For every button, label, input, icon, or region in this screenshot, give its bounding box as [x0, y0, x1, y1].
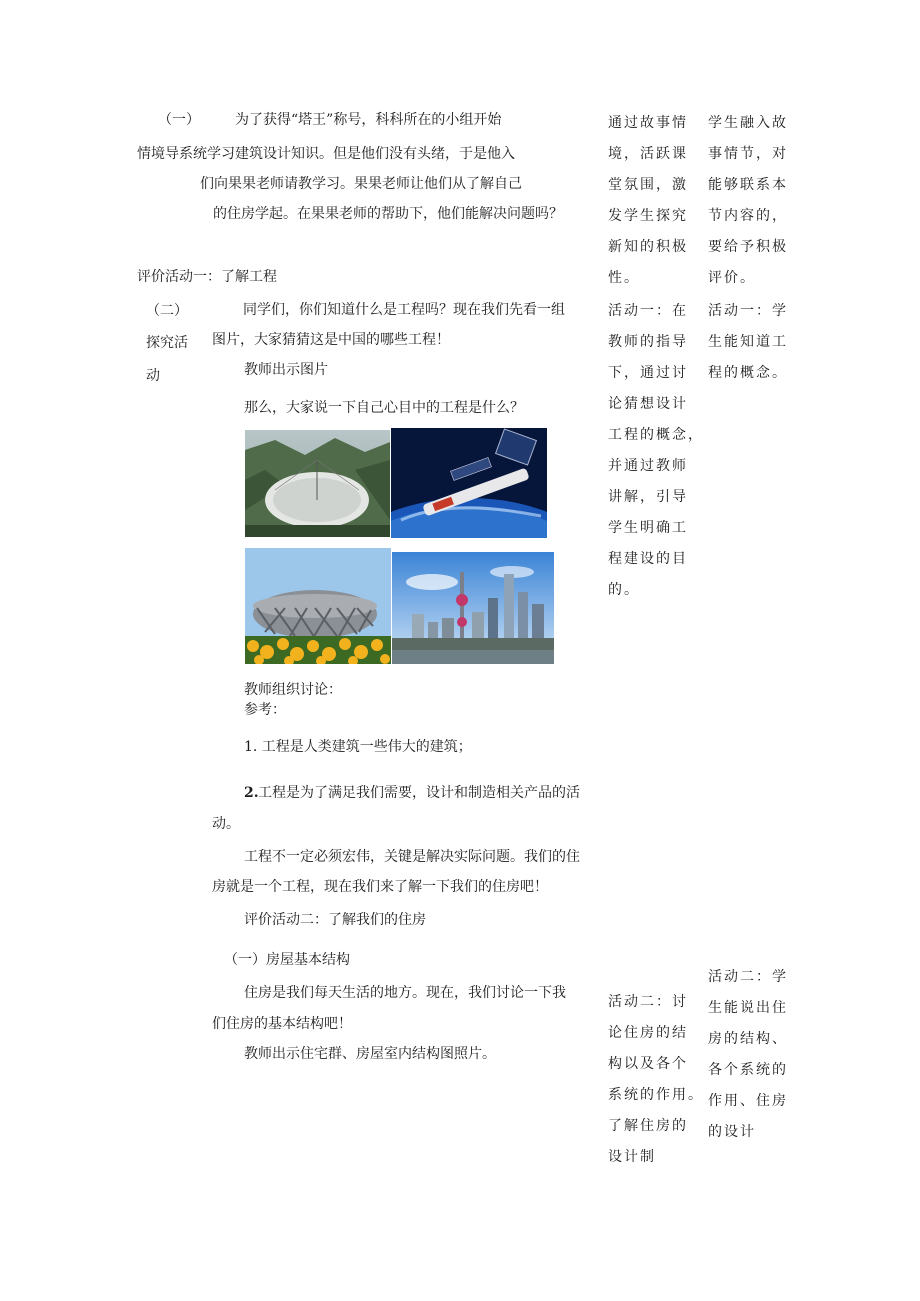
eval1-title: 评价活动一：了解工程: [137, 269, 277, 285]
col3-line: 活动一：在: [608, 303, 688, 319]
col3-line: 了解住房的: [608, 1118, 688, 1134]
col3-line: 构以及各个: [608, 1056, 688, 1072]
reference-label: 参考：: [244, 702, 286, 718]
col3-line: 论住房的结: [608, 1025, 688, 1041]
eval2-title: 评价活动二：了解我们的住房: [244, 912, 426, 928]
col4-block2: [708, 296, 788, 389]
col4-line: 生能说出住: [708, 1000, 788, 1016]
col4-line: 能够联系本: [708, 177, 788, 193]
section1-label: 情境导: [137, 146, 179, 162]
telescope-photo: [245, 430, 390, 537]
col3-line: 活动二：讨: [608, 994, 688, 1010]
col4-line: 要给予积极: [708, 239, 788, 255]
engineering-paragraph-line2: 房就是一个工程，现在我们来了解一下我们的住房吧！: [212, 879, 548, 895]
col3-line: 境，活跃课: [608, 146, 688, 162]
col4-line: 作用、住房: [708, 1093, 788, 1109]
col3-line: 系统的作用。: [608, 1087, 704, 1103]
reference-item-2-number: 2.: [244, 785, 259, 801]
section2-number: （二）: [146, 303, 188, 319]
col4-line: 活动一：学: [708, 303, 788, 319]
col4-block3: [708, 962, 788, 1148]
teacher-shows-pictures: 教师出示图片: [244, 362, 328, 378]
col4-line: 程的概念。: [708, 365, 788, 381]
section1-text-line3: 们向果果老师请教学习。果果老师让他们从了解自己: [200, 176, 522, 192]
col3-line: 新知的积极: [608, 239, 688, 255]
col3-line: 工程的概念，: [608, 427, 704, 443]
col3-line: 学生明确工: [608, 520, 688, 536]
subsection-line3: 教师出示住宅群、房屋室内结构图照片。: [244, 1046, 496, 1062]
shanghai-skyline-photo: [392, 552, 554, 664]
col3-line: 设计制: [608, 1149, 656, 1165]
reference-item-2-line1: 工程是为了满足我们需要，设计和制造相关产品的活: [258, 785, 580, 801]
col3-line: 堂氛围，激: [608, 177, 688, 193]
teacher-organizes-discussion: 教师组织讨论：: [244, 682, 342, 698]
section1-number: （一）: [158, 112, 200, 128]
col3-block3: [608, 987, 704, 1173]
col4-line: 房的结构、: [708, 1031, 788, 1047]
col3-line: 并通过教师: [608, 458, 688, 474]
col3-line: 讲解，引导: [608, 489, 688, 505]
reference-item-2-line2: 动。: [212, 816, 240, 832]
col3-block2: [608, 296, 704, 606]
col3-line: 程建设的目: [608, 551, 688, 567]
col3-line: 通过故事情: [608, 115, 688, 131]
col4-line: 活动二：学: [708, 969, 788, 985]
reference-item-1: 1. 工程是人类建筑一些伟大的建筑；: [244, 739, 472, 755]
question-text: 那么，大家说一下自己心目中的工程是什么？: [244, 400, 524, 416]
col3-line: 性。: [608, 270, 640, 286]
section1-text-line1: 为了获得“塔王”称号，科科所在的小组开始: [235, 112, 502, 128]
col3-line: 的。: [608, 582, 640, 598]
subsection-title: （一）房屋基本结构: [224, 952, 350, 968]
col4-line: 生能知道工: [708, 334, 788, 350]
col3-line: 下，通过讨: [608, 365, 688, 381]
section2-text-line2: 图片，大家猜猜这是中国的哪些工程！: [212, 332, 450, 348]
col4-line: 事情节，对: [708, 146, 788, 162]
col4-line: 节内容的，: [708, 208, 788, 224]
col4-line: 的设计: [708, 1124, 756, 1140]
section2-text-line1: 同学们，你们知道什么是工程吗？现在我们先看一组: [243, 302, 565, 318]
col4-block1: [708, 108, 788, 294]
col4-line: 评价。: [708, 270, 756, 286]
space-station-photo: [391, 428, 547, 538]
subsection-line2: 们住房的基本结构吧！: [212, 1016, 352, 1032]
col3-line: 论猜想设计: [608, 396, 688, 412]
col3-line: 教师的指导: [608, 334, 688, 350]
engineering-paragraph-line1: 工程不一定必须宏伟，关键是解决实际问题。我们的住: [244, 849, 580, 865]
section1-text-line2: 系统学习建筑设计知识。但是他们没有头绪，于是他入: [179, 146, 515, 162]
col3-line: 发学生探究: [608, 208, 688, 224]
col4-line: 各个系统的: [708, 1062, 788, 1078]
section2-label1: 探究活: [146, 335, 188, 351]
section2-label2: 动: [146, 368, 160, 384]
birds-nest-photo: [245, 548, 391, 664]
section1-text-line4: 的住房学起。在果果老师的帮助下，他们能解决问题吗？: [213, 206, 563, 222]
subsection-line1: 住房是我们每天生活的地方。现在，我们讨论一下我: [244, 985, 566, 1001]
col4-line: 学生融入故: [708, 115, 788, 131]
col3-block1: [608, 108, 688, 294]
